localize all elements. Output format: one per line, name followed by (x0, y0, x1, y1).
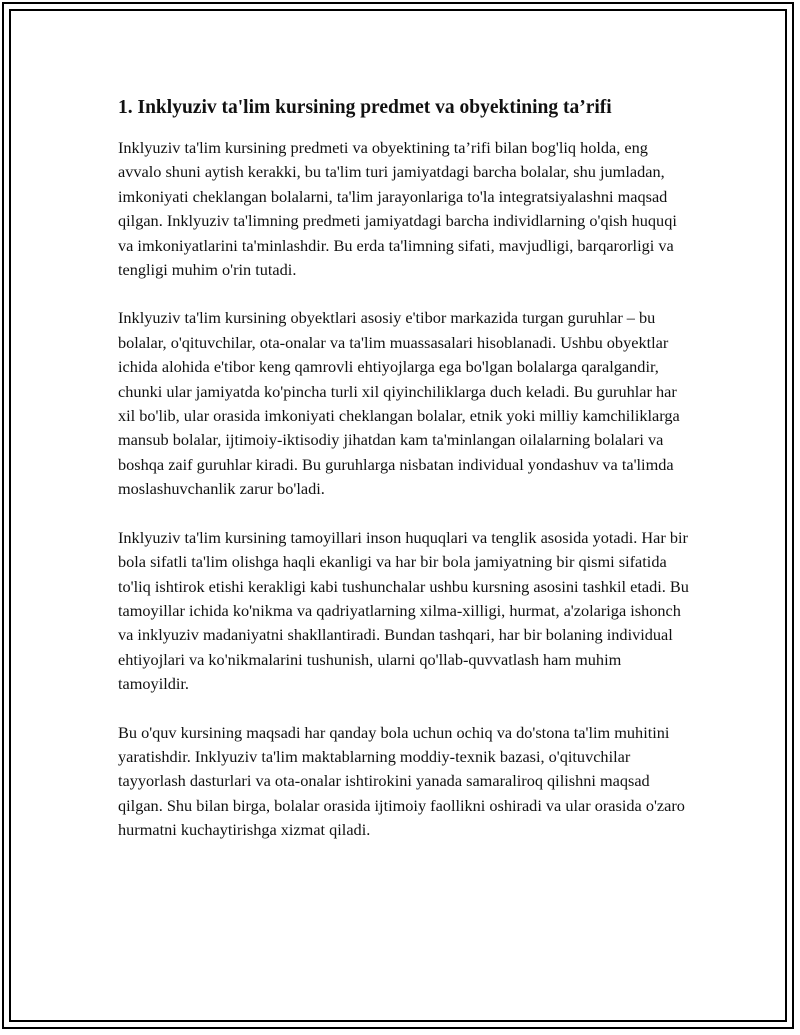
paragraph-objects: Inklyuziv ta'lim kursining obyektlari asosiy e'tibor markazida turgan guruhlar – bu bolalar, o'qituvchilar, ota-onalar va ta'lim muassasalari hisoblanadi. Ushbu obyektlar ichida alohida e'tibor keng qamrovli ehtiyojlarga ega bo'lgan bolalarga qaralgandir, chunki ular jamiyatda ko'pincha turli xil qiyinchiliklarga duch keladi. Bu guruhlar har xil bo'lib, ular orasida imkoniyati cheklangan bolalar, etnik yoki milliy kamchiliklarga mansub bolalar, ijtimoiy-iktisodiy jihatdan kam ta'minlangan oilalarning bolalari va boshqa zaif guruhlar kiradi. Bu guruhlarga nisbatan individual yondashuv va ta'limda moslashuvchanlik zarur bo'ladi. (118, 308, 680, 499)
section-heading: 1. Inklyuziv ta'lim kursining predmet va obyektining ta’rifi (118, 97, 612, 118)
paragraph-definition: Inklyuziv ta'lim kursining predmeti va obyektining ta’rifi bilan bog'liq holda, eng avvalo shuni aytish kerakki, bu ta'lim turi jamiyatdagi barcha bolalar, shu jumladan, imkoniyati cheklangan bolalarni, ta'lim jarayonlariga to'la integratsiyalashni maqsad qilgan. Inklyuziv ta'limning predmeti jamiyatdagi barcha individlarning o'qish huquqi va imkoniyatlarini ta'minlashdir. Bu erda ta'limning sifati, mavjudligi, barqarorligi va tengligi muhim o'rin tutadi. (118, 138, 677, 280)
paragraph-principles: Inklyuziv ta'lim kursining tamoyillari inson huquqlari va tenglik asosida yotadi. Har bir bola sifatli ta'lim olishga haqli ekanligi va har bir bola jamiyatning bir qismi sifatida to'liq ishtirok etishi kerakligi kabi tushunchalar ushbu kursning asosini tashkil etadi. Bu tamoyillar ichida ko'nikma va qadriyatlarning xilma-xilligi, hurmat, a'zolariga ishonch va inklyuziv madaniyatni shakllantiradi. Bundan tashqari, har bir bolaning individual ehtiyojlari va ko'nikmalarini tushunish, ularni qo'llab-quvvatlash ham muhim tamoyildir. (118, 527, 689, 694)
paragraph-goal: Bu o'quv kursining maqsadi har qanday bola uchun ochiq va do'stona ta'lim muhitini yaratishdir. Inklyuziv ta'lim maktablarning moddiy-texnik bazasi, o'qituvchilar tayyorlash dasturlari va ota-onalar ishtirokini yanada samaraliroq qilishni maqsad qilgan. Shu bilan birga, bolalar orasida ijtimoiy faollikni oshiradi va ular orasida o'zaro hurmatni kuchaytirishga xizmat qiladi. (118, 722, 685, 840)
document-body (118, 94, 690, 867)
